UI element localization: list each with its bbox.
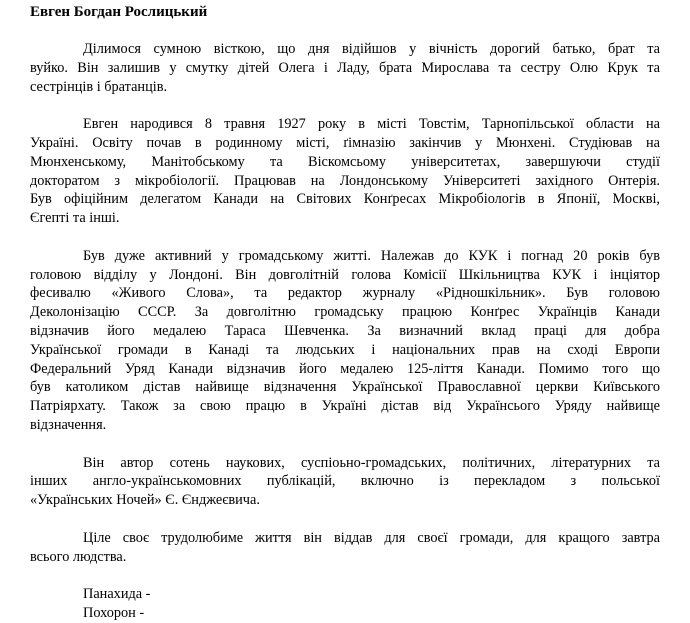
text-line: вуйко. Він залишив у смутку дітей Олега і Ладу, брата Мирослава та сестру Олю Крук та xyxy=(30,59,660,76)
text-line: Був дуже активний у громадському житті. Належав до КУК і погнад 20 років був xyxy=(83,247,660,264)
text-line: відзначив його медалею Тараса Шевченка. За визначний вклад праці для добра xyxy=(30,322,660,339)
text-line: інших англо-українськомовних публікацій, включно із перекладом з польської xyxy=(30,473,660,490)
text-line: докторатом з мікробіології. Працював на Лондонському Університеті західного Онтерія. xyxy=(30,172,660,189)
funeral-line: Похорон - xyxy=(83,604,145,621)
paragraph-biography xyxy=(30,115,660,228)
document-body xyxy=(30,40,660,623)
text-line: Ділимося сумною вісткою, що дня відійшов у вічність дорогий батько, брат та xyxy=(83,41,660,57)
text-line: сестрінців і братанців. xyxy=(30,78,168,95)
memorial-service-line: Панахида - xyxy=(83,586,151,603)
text-line: головою відділу у Лондоні. Він довголітній голова Комісії Шкільництва КУК і інціятор xyxy=(30,266,660,283)
text-line: Федеральний Уряд Канади відзначив його медалею 125-ліття Канади. Помимо того що xyxy=(30,360,660,377)
document-title: Евген Богдан Рослицький xyxy=(30,4,208,20)
text-line: Патріярхату. Також за свою працю в Україні дістав від Українсього Уряду найвище xyxy=(30,398,660,415)
text-line: Він автор сотень наукових, суспіоьно-громадських, політичних, літературних та xyxy=(83,454,660,471)
text-line: Україні. Освіту почав в родинному місті, ґімназію закінчив у Мюнхені. Студіював на xyxy=(30,134,660,151)
text-line: відзначення. xyxy=(30,416,107,433)
text-line: Евген народився 8 травня 1927 року в місті Товстім, Тарнопільської области на xyxy=(83,116,660,133)
text-line: Був офіційним делегатом Канади на Світових Конґресах Мікробіологів в Японії, Москві, xyxy=(30,191,660,208)
text-line: всього людства. xyxy=(30,548,127,565)
paragraph-publications xyxy=(30,454,660,510)
paragraph-community-activity xyxy=(30,247,660,435)
text-line: Ціле своє трудолюбиме життя він віддав для своєї громади, для кращого завтра xyxy=(83,529,660,546)
text-line: Української громади в Канаді та людських і національних прав на сході Европи xyxy=(30,341,660,358)
text-line: Деколонізацію СССР. За довголітню громадську працюю Конґрес Українців Канади xyxy=(30,304,660,321)
text-line: «Українських Ночей» Є. Єнджеєвича. xyxy=(30,492,260,509)
text-line: фесивалю «Живого Слова», та редактор журналу «Рідношкільник». Був головою xyxy=(30,285,660,302)
text-line: був католиком дістав найвище відзначення Української Православної церкви Київського xyxy=(30,379,660,396)
text-line: Мюнхенському, Манітобському та Віскомсьому університетах, завершуючи студії xyxy=(30,153,660,170)
paragraph-dedication xyxy=(30,529,660,567)
paragraph-announcement xyxy=(30,40,660,96)
service-schedule xyxy=(30,585,660,623)
text-line: Єгепті та інші. xyxy=(30,210,120,227)
